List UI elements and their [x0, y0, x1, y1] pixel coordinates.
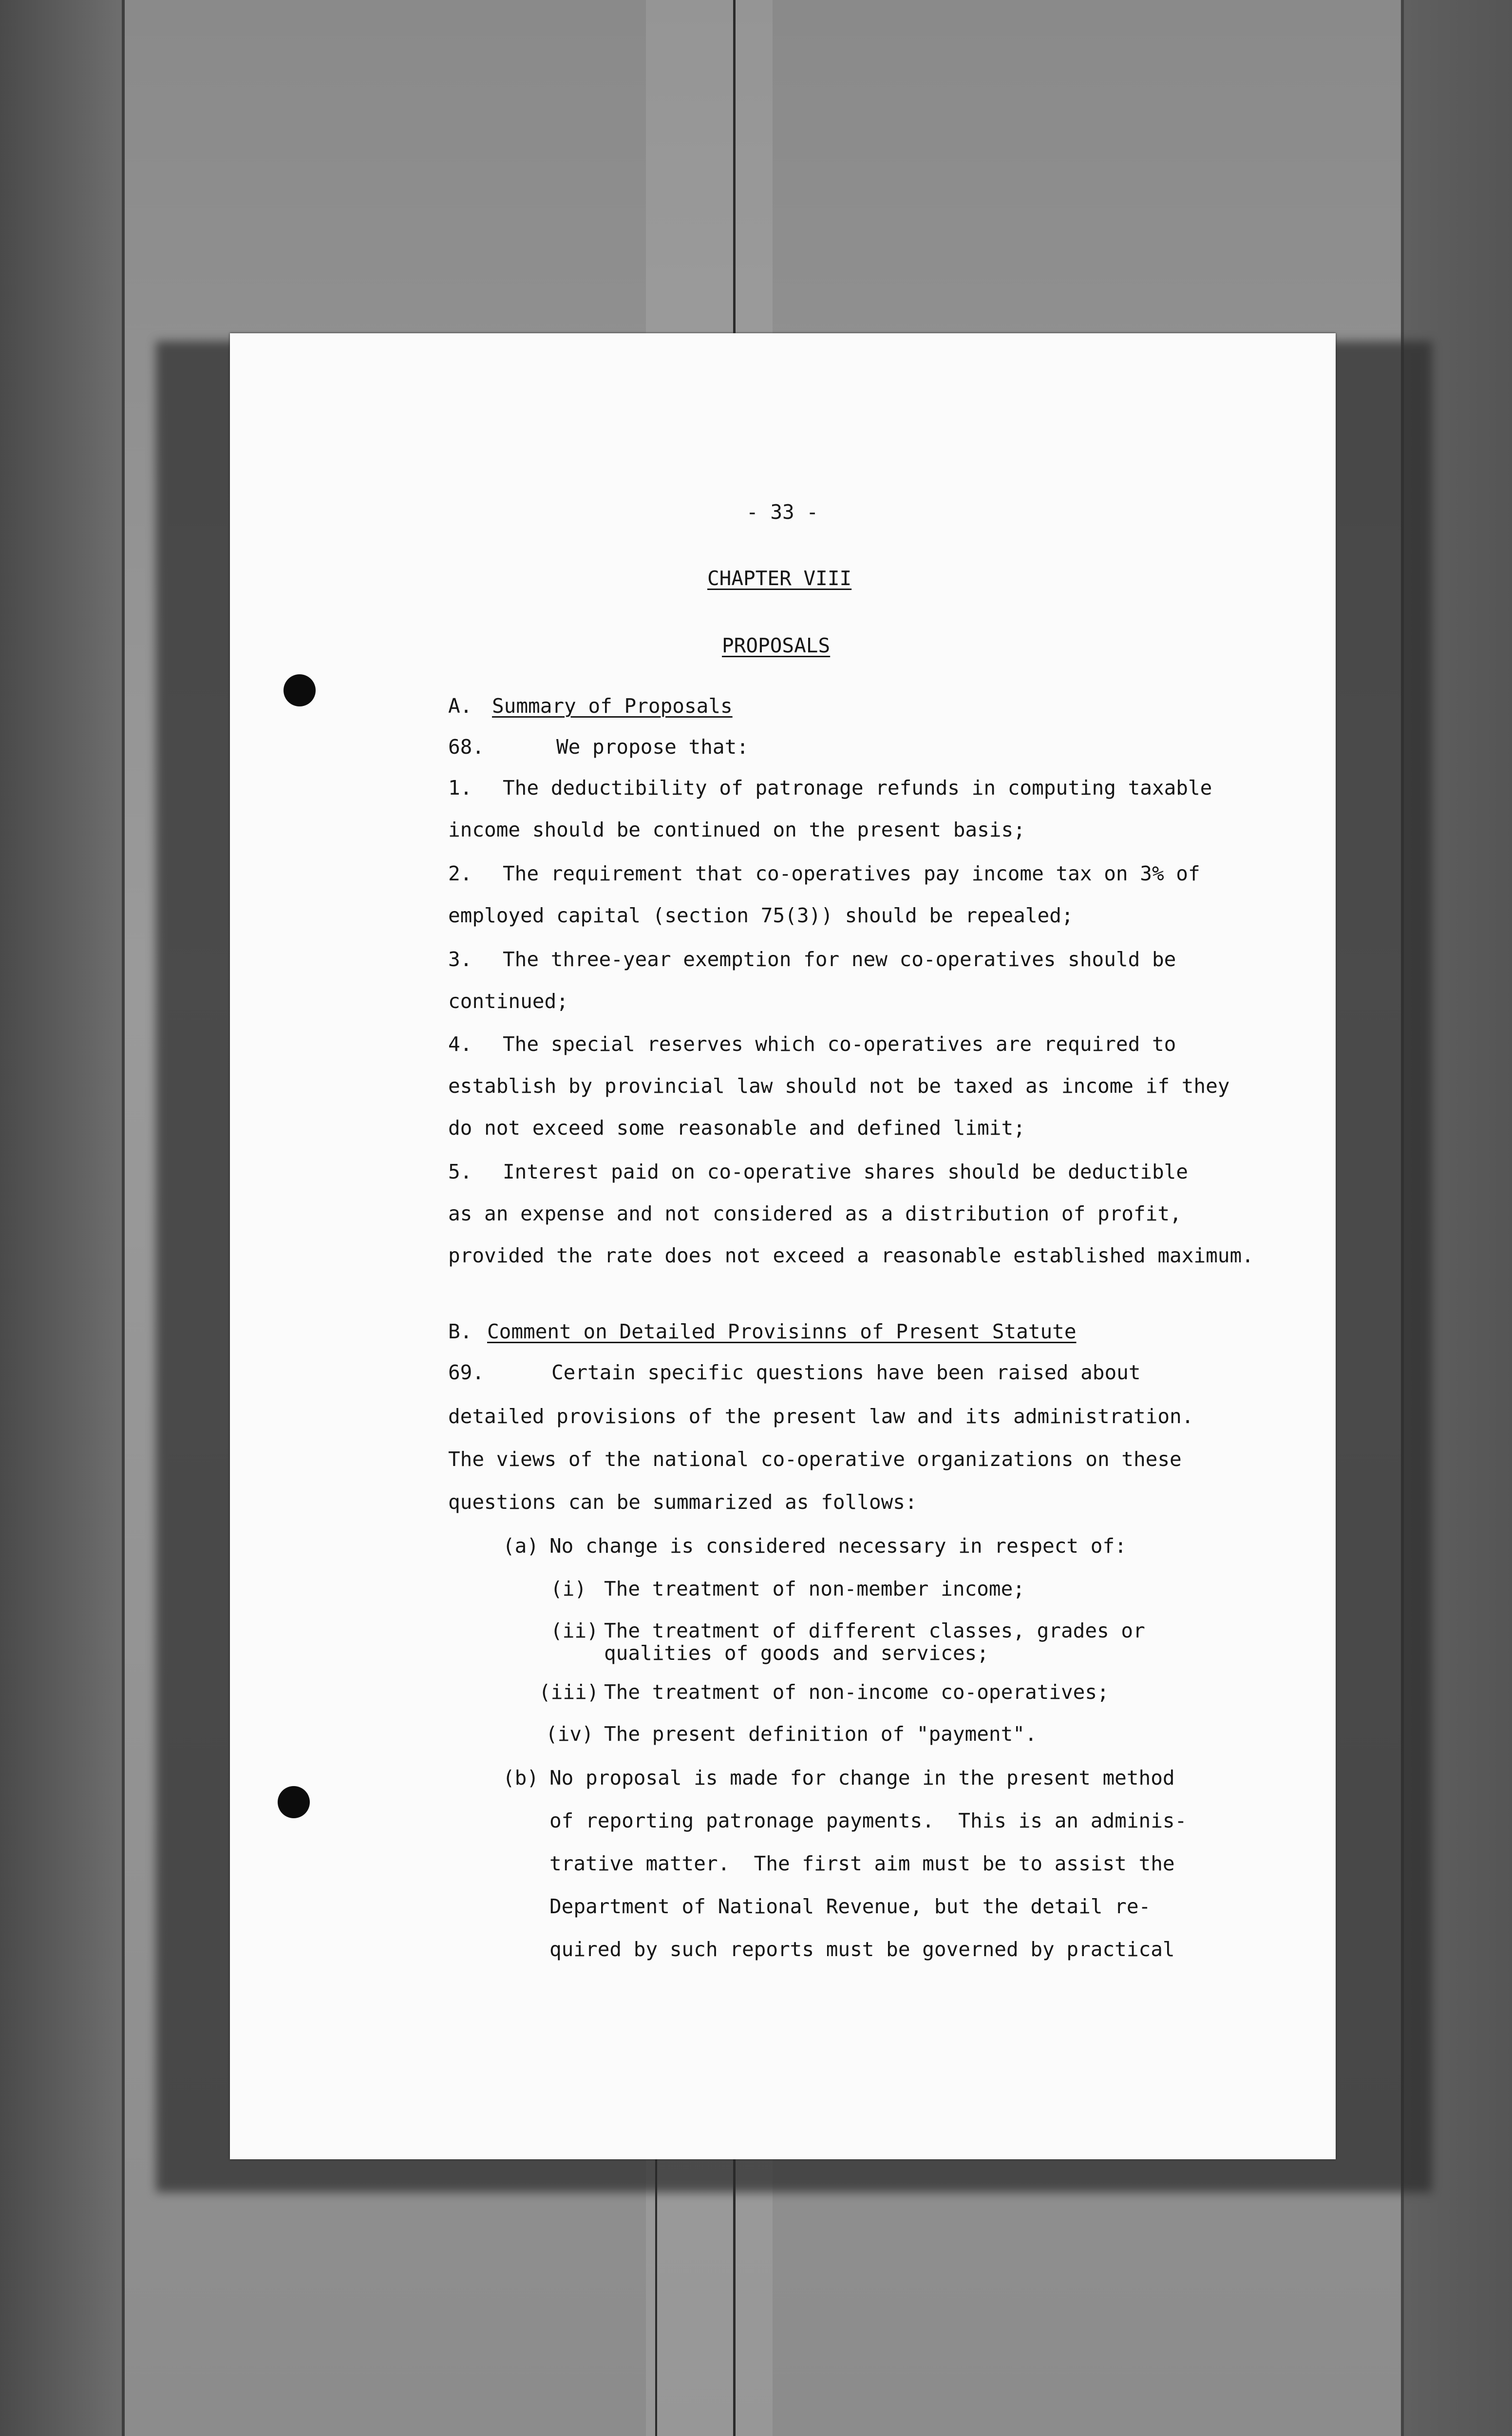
- item-b-line: Department of National Revenue, but the detail re-: [549, 1895, 1151, 1918]
- item-a-text: No change is considered necessary in respect of:: [549, 1534, 1127, 1558]
- page-number: - 33 -: [746, 500, 819, 524]
- punch-hole-bottom: [278, 1786, 310, 1818]
- item-line: establish by provincial law should not be taxed as income if they: [448, 1074, 1230, 1098]
- sub-item-line: qualities of goods and services;: [604, 1641, 989, 1665]
- sub-item-label: (ii): [550, 1619, 599, 1642]
- item-b-line: of reporting patronage payments. This is an adminis-: [549, 1809, 1187, 1832]
- item-line: as an expense and not considered as a distribution of profit,: [448, 1202, 1182, 1225]
- item-line: income should be continued on the present basis;: [448, 818, 1025, 841]
- item-line: Interest paid on co-operative shares should be deductible: [503, 1160, 1188, 1183]
- item-number: 3.: [448, 948, 472, 971]
- item-line: The special reserves which co-operatives are required to: [503, 1032, 1176, 1056]
- section-b-letter: B.: [448, 1320, 472, 1343]
- item-number: 1.: [448, 776, 472, 799]
- item-number: 5.: [448, 1160, 472, 1183]
- item-line: The deductibility of patronage refunds in computing taxable: [503, 776, 1212, 799]
- item-number: 2.: [448, 862, 472, 885]
- sub-item-line: The treatment of non-member income;: [604, 1577, 1025, 1600]
- document-page: [230, 333, 1336, 2159]
- sub-item-label: (iii): [539, 1680, 599, 1704]
- item-b-label: (b): [503, 1766, 539, 1789]
- section-a-title: Summary of Proposals: [492, 694, 733, 718]
- item-b-line: No proposal is made for change in the present method: [549, 1766, 1175, 1789]
- paragraph-line: The views of the national co-operative organizations on these: [448, 1447, 1182, 1471]
- chapter-title: CHAPTER VIII: [707, 567, 852, 590]
- sub-item-label: (i): [550, 1577, 587, 1600]
- item-number: 4.: [448, 1032, 472, 1056]
- item-line: The requirement that co-operatives pay income tax on 3% of: [503, 862, 1200, 885]
- section-b-title: Comment on Detailed Provisinns of Present Statute: [487, 1320, 1077, 1343]
- item-a-label: (a): [503, 1534, 539, 1558]
- paragraph-number: 68.: [448, 735, 485, 759]
- paragraph-line: questions can be summarized as follows:: [448, 1490, 917, 1514]
- item-line: do not exceed some reasonable and defined limit;: [448, 1116, 1025, 1140]
- paragraph-line: detailed provisions of the present law and its administration.: [448, 1405, 1194, 1428]
- paragraph-intro: We propose that:: [556, 735, 749, 759]
- item-b-line: trative matter. The first aim must be to assist the: [549, 1852, 1175, 1875]
- item-line: employed capital (section 75(3)) should be repealed;: [448, 904, 1074, 927]
- sub-item-line: The present definition of "payment".: [604, 1722, 1037, 1746]
- sub-item-line: The treatment of different classes, grades or: [604, 1619, 1145, 1642]
- item-line: The three-year exemption for new co-operatives should be: [503, 948, 1176, 971]
- item-line: provided the rate does not exceed a reasonable established maximum.: [448, 1244, 1254, 1267]
- punch-hole-top: [284, 674, 316, 706]
- sub-item-line: The treatment of non-income co-operatives;: [604, 1680, 1109, 1704]
- sub-item-label: (iv): [546, 1722, 594, 1746]
- paragraph-number: 69.: [448, 1361, 485, 1384]
- item-b-line: quired by such reports must be governed by practical: [549, 1938, 1175, 1961]
- paragraph-line: Certain specific questions have been raised about: [551, 1361, 1141, 1384]
- section-heading: PROPOSALS: [722, 634, 831, 657]
- item-line: continued;: [448, 990, 568, 1013]
- section-a-letter: A.: [448, 694, 472, 718]
